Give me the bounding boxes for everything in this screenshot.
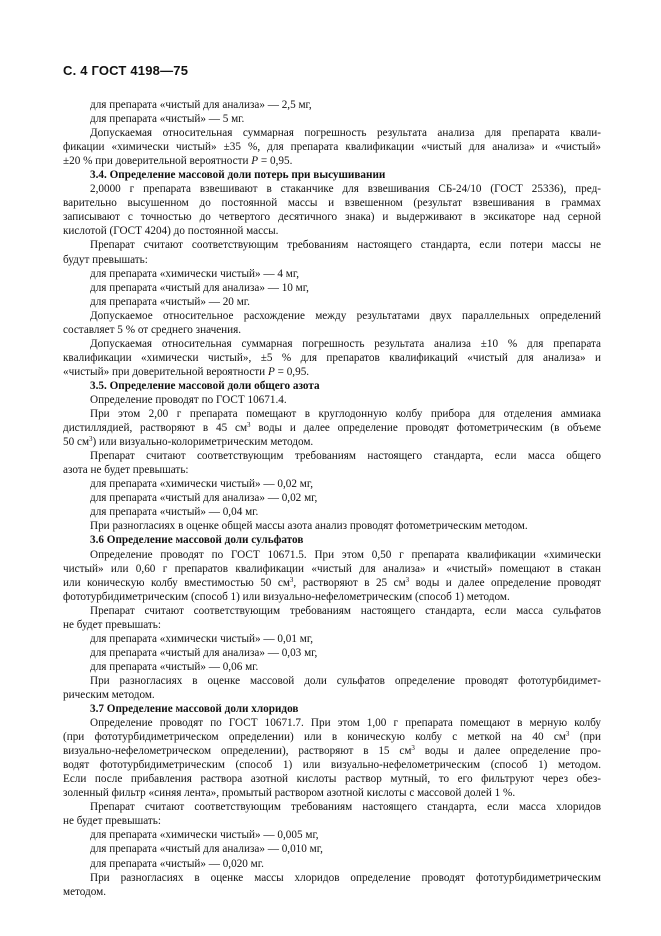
text-line: для препарата «чистый для анализа» — 2,5 мг, bbox=[90, 99, 312, 111]
text-line: Препарат считают соответствующим требованиям настоящего стандарта, если масса общего bbox=[90, 450, 601, 463]
text-line: записывают с точностью до четвертого десятичного знака) и выдерживают в эксикаторе над серной bbox=[63, 211, 601, 224]
text-line: «чистый» при доверительной вероятности P = 0,95. bbox=[63, 365, 310, 378]
text-line: для препарата «чистый для анализа» — 0,02 мг, bbox=[90, 492, 318, 505]
text-line: квалификации «химически чистый», ±5 % для препаратов квалификаций «чистый для анализа» и bbox=[63, 351, 601, 364]
text-line: ±20 % при доверительной вероятности P = 0,95. bbox=[63, 155, 293, 168]
text-line: для препарата «чистый для анализа» — 10 мг, bbox=[90, 281, 309, 294]
text-line: Определение проводят по ГОСТ 10671.7. При этом 1,00 г препарата помещают в мерную колбу bbox=[90, 717, 601, 730]
text-line: золенный фильтр «синяя лента», промытый раствором азотной кислоты с массовой долей 1 %. bbox=[63, 787, 516, 800]
text-line: для препарата «чистый» — 20 мг. bbox=[90, 295, 250, 308]
page-header: С. 4 ГОСТ 4198—75 bbox=[63, 63, 189, 78]
text-line: При разногласиях в оценке массовой доли сульфатов определение проводят фототурбидимет- bbox=[90, 674, 601, 687]
text-line: 50 $см^3$) или визуально-колориметрическим методом. bbox=[63, 435, 314, 449]
text-line: чистый» или 0,60 г препаратов квалификации «чистый для анализа» и «чистый» помещают в стакан bbox=[63, 562, 601, 575]
document-body bbox=[63, 98, 601, 899]
text-line: Определение проводят по ГОСТ 10671.5. При этом 0,50 г препарата квалификации «химически bbox=[90, 548, 601, 561]
text-line: для препарата «химически чистый» — 0,01 мг, bbox=[90, 632, 313, 645]
text-line: кислотой (ГОСТ 4204) до постоянной массы. bbox=[63, 225, 279, 238]
text-line: При разногласиях в оценке общей массы азота анализ проводят фотометрическим методом. bbox=[90, 520, 528, 533]
text-line: не будет превышать: bbox=[63, 618, 161, 631]
text-line: варительно высушенном до постоянной массы и взвешенном (результат взвешивания в граммах bbox=[63, 197, 601, 210]
section-heading-3-5: 3.5. Определение массовой доли общего азота bbox=[90, 379, 320, 392]
text-line: для препарата «чистый» — 5 мг. bbox=[90, 113, 245, 126]
text-line: фототурбидиметрическим (способ 1) или визуально-нефелометрическим (способ 1) методом. bbox=[63, 590, 510, 603]
text-line: для препарата «химически чистый» — 4 мг, bbox=[90, 267, 300, 280]
text-line: для препарата «чистый для анализа» — 0,03 мг, bbox=[90, 646, 318, 659]
text-line: для препарата «химически чистый» — 0,02 мг, bbox=[90, 478, 313, 491]
text-line: Препарат считают соответствующим требованиям настоящего стандарта, если масса хлоридов bbox=[90, 801, 601, 814]
text-line: не будет превышать: bbox=[63, 815, 161, 828]
text-line: составляет 5 % от среднего значения. bbox=[63, 323, 242, 336]
text-line: рическим методом. bbox=[63, 688, 155, 701]
text-line: (при фототурбидиметрическом определении) или в коническую колбу с меткой на 40 $см^3$ (при bbox=[63, 730, 601, 744]
section-heading-3-7: 3.7 Определение массовой доли хлоридов bbox=[90, 703, 299, 716]
text-line: для препарата «чистый» — 0,020 мг. bbox=[90, 857, 264, 870]
text-line: для препарата «химически чистый» — 0,005 мг, bbox=[90, 829, 319, 842]
text-line: При разногласиях в оценке массы хлоридов определение проводят фототурбидиметрическим bbox=[90, 871, 601, 884]
text-line: фикации «химически чистый» ±35 %, для препарата квалификации «чистый для анализа» и «чистый» bbox=[63, 141, 601, 154]
text-line: Препарат считают соответствующим требованиям настоящего стандарта, если потери массы не bbox=[90, 239, 601, 252]
text-line: Допускаемая относительная суммарная погрешность результата анализа ±10 % для препарата bbox=[90, 337, 601, 350]
text-line: азота не будет превышать: bbox=[63, 464, 189, 477]
section-heading-3-6: 3.6 Определение массовой доли сульфатов bbox=[90, 534, 304, 547]
text-line: будут превышать: bbox=[63, 253, 148, 266]
text-line: 2,0000 г препарата взвешивают в стаканчике для взвешивания СБ-24/10 (ГОСТ 25336), пред- bbox=[90, 183, 601, 196]
text-line: методом. bbox=[63, 885, 107, 898]
text-line: для препарата «чистый» — 0,06 мг. bbox=[90, 660, 259, 673]
text-line: или коническую колбу вместимостью 50 $см^3$, растворяют в 25 $см^3$ воды и далее определение проводят bbox=[63, 575, 601, 589]
text-line: Препарат считают соответствующим требованиям настоящего стандарта, если масса сульфатов bbox=[90, 604, 601, 617]
section-heading-3-4: 3.4. Определение массовой доли потерь при высушивании bbox=[90, 169, 386, 182]
text-line: Допускаемое относительное расхождение между результатами двух параллельных определений bbox=[90, 309, 601, 322]
text-line: При этом 2,00 г препарата помещают в круглодонную колбу прибора для отделения аммиака bbox=[90, 408, 601, 421]
text-line: для препарата «чистый» — 0,04 мг. bbox=[90, 506, 259, 519]
text-line: Если после прибавления раствора азотной кислоты раствор мутный, то его фильтруют через обез- bbox=[63, 773, 601, 786]
text-line: водят фототурбидиметрическим (способ 1) или визуально-нефелометрическим (способ 1) методом. bbox=[63, 759, 601, 772]
text-line: для препарата «чистый для анализа» — 0,010 мг, bbox=[90, 843, 323, 856]
text-line: дистиллядией, растворяют в 45 $см^3$ воды и далее определение проводят фотометрическим (в объеме bbox=[63, 421, 601, 435]
text-line: Допускаемая относительная суммарная погрешность результата анализа для препарата квали- bbox=[90, 127, 601, 140]
text-line: Определение проводят по ГОСТ 10671.4. bbox=[90, 393, 287, 406]
text-line: визуально-нефелометрическом определении), растворяют в 15 $см^3$ воды и далее определение про- bbox=[63, 744, 601, 758]
